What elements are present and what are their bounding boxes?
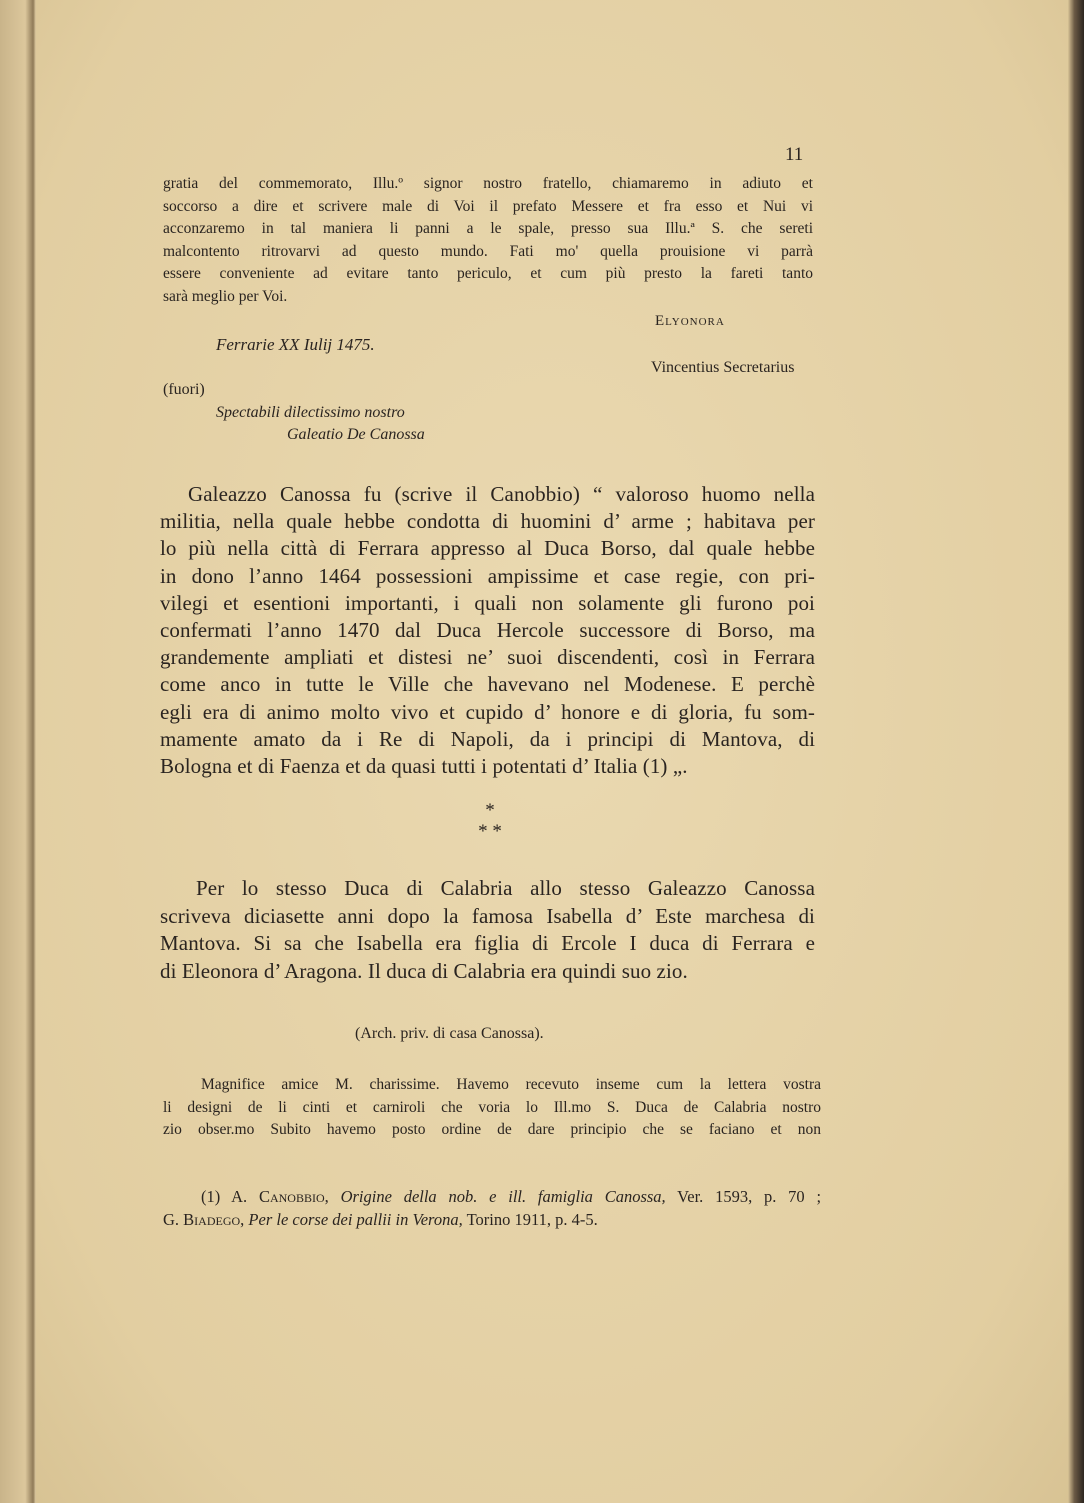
footnote-title: Origine della nob. e ill. famiglia Canossa, [340, 1187, 666, 1206]
address-text: Spectabili dilectissimo nostro [216, 404, 405, 421]
text-line: militia, nella quale hebbe condotta di huomini d’ arme ; habitava per [160, 509, 815, 534]
asterism [470, 800, 510, 842]
asterism-star: * [492, 821, 502, 842]
text-line: come anco in tutte le Ville che havevano nel Modenese. E perchè [160, 672, 815, 697]
text-line: confermati l’anno 1470 dal Duca Hercole successore di Borso, ma [160, 618, 815, 642]
text-line: in dono l’anno 1464 possessioni ampissime et case regie, con pri- [160, 563, 815, 588]
text-line: egli era di animo molto vivo et cupido d’ honore e di gloria, fu som- [160, 699, 815, 724]
previous-page-edge [0, 0, 36, 1503]
footnote-details: Torino 1911, p. 4-5. [466, 1210, 598, 1229]
date-text: Ferrarie XX Iulij 1475. [216, 335, 375, 354]
letter-signature: Elyonora [655, 313, 725, 329]
text-line: gratia del commemorato, Illu.º signor nostro fratello, chiamaremo in adiuto et [163, 175, 813, 192]
letter-address-2 [287, 424, 425, 446]
text-line: di Eleonora d’ Aragona. Il duca di Calabria era quindi suo zio. [160, 958, 688, 983]
letter-address-1 [216, 402, 405, 424]
text-line: sarà meglio per Voi. [163, 288, 288, 305]
text-line: malcontento ritrovarvi ad questo mundo. Fati mo' quella prouisione vi parrà [163, 242, 813, 260]
text-line: acconzaremo in tal maniera li panni a le spale, presso sua Illu.ª S. che sereti [163, 220, 813, 238]
text-line: scriveva diciasette anni dopo la famosa Isabella d’ Este marchesa di [160, 903, 815, 928]
address-text: Galeatio De Canossa [287, 426, 425, 443]
text-line: zio obser.mo Subito havemo posto ordine de dare principio che se faciano et non [163, 1121, 821, 1138]
asterism-top: * [485, 800, 495, 821]
footnote-line-2 [163, 1209, 598, 1231]
text-line: Mantova. Si sa che Isabella era figlia di Ercole I duca di Ferrara e [160, 931, 815, 955]
text-line: vilegi et esentioni importanti, i quali non solamente gli furono poi [160, 590, 815, 615]
letter-date [216, 334, 375, 356]
footnote-details: Ver. 1593, p. 70 ; [677, 1187, 822, 1206]
archive-source: (Arch. priv. di casa Canossa). [355, 1025, 544, 1042]
text-line: soccorso a dire et scrivere male di Voi il prefato Messere et fra esso et Nui vi [163, 197, 813, 215]
text-line: mamente amato da i Re di Napoli, da i principi di Mantova, di [160, 726, 815, 751]
footnote-number: (1) A. [201, 1187, 248, 1206]
footnote-initial: G. [163, 1210, 180, 1229]
text-line: Per lo stesso Duca di Calabria allo stesso Galeazzo Canossa [196, 876, 815, 900]
letter-fuori: (fuori) [163, 381, 205, 398]
footnote-author: Canobbio, [258, 1187, 329, 1206]
text-line: li designi de li cinti et carniroli che voria lo Ill.mo S. Duca de Calabria nostro [163, 1098, 821, 1116]
asterism-bottom [470, 821, 510, 842]
text-line: Galeazzo Canossa fu (scrive il Canobbio) “ valoroso huomo nella [188, 482, 815, 506]
text-line: grandemente ampliati et distesi ne’ suoi discendenti, così in Ferrara [160, 645, 815, 670]
footnote-line-1 [201, 1186, 821, 1208]
page-number: 11 [785, 144, 804, 165]
letter-secretary: Vincentius Secretarius [651, 359, 795, 376]
footnote-author: Biadego, [183, 1210, 245, 1229]
text-line: Magnifice amice M. charissime. Havemo recevuto inseme cum la lettera vostra [201, 1076, 821, 1093]
footnote-title: Per le corse dei pallii in Verona, [248, 1210, 463, 1229]
text-line: essere conveniente ad evitare tanto periculo, et cum più presto la fareti tanto [163, 265, 813, 283]
text-line: lo più nella città di Ferrara appresso al Duca Borso, dal quale hebbe [160, 536, 815, 561]
asterism-star: * [478, 821, 488, 842]
page-edge-shadow [1068, 0, 1084, 1503]
text-line: Bologna et di Faenza et da quasi tutti i potentati d’ Italia (1) „. [160, 754, 688, 778]
